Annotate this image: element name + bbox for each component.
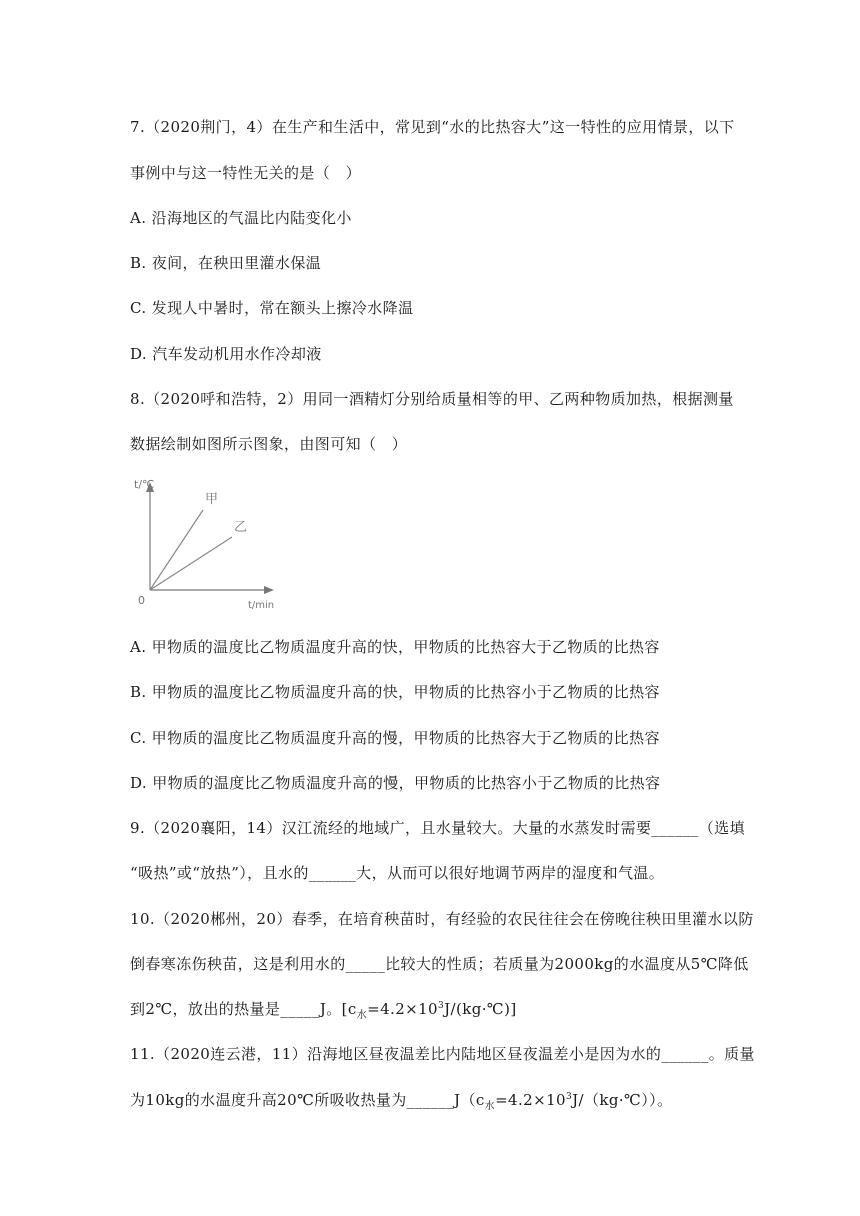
q10-stem-line-1: 10.（2020郴州，20）春季，在培育秧苗时，有经验的农民往往会在傍晚往秧田里灌水以防 xyxy=(130,910,754,928)
q10-stem-line-3 xyxy=(130,998,517,1019)
q10-water-subscript: 水 xyxy=(356,1010,368,1021)
q10-exponent: 3 xyxy=(438,1001,445,1011)
q11-line2-text: 为10kg的水温度升高20℃所吸收热量为______J（c xyxy=(130,1091,485,1109)
q10-line3-unit: J/(kg·℃)] xyxy=(444,1000,517,1018)
q9-stem-line-2: “吸热”或“放热”），且水的______大，从而可以很好地调节两岸的湿度和气温。 xyxy=(130,864,665,882)
q8-option-b: B. 甲物质的温度比乙物质温度升高的快，甲物质的比热容小于乙物质的比热容 xyxy=(130,683,660,701)
line-jia xyxy=(150,510,203,590)
q11-stem-line-2 xyxy=(130,1089,672,1110)
q8-option-d: D. 甲物质的温度比乙物质温度升高的慢，甲物质的比热容小于乙物质的比热容 xyxy=(130,774,661,792)
line-yi-label: 乙 xyxy=(234,520,248,535)
q10-line3-text: 到2℃，放出的热量是_____J。[c xyxy=(130,1000,357,1018)
q7-option-a: A. 沿海地区的气温比内陆变化小 xyxy=(130,209,352,227)
x-axis-label: t/min xyxy=(248,600,275,611)
q11-line2-value: =4.2×10 xyxy=(495,1091,566,1109)
q7-option-d: D. 汽车发动机用水作冷却液 xyxy=(130,345,322,363)
q10-stem-line-2: 倒春寒冻伤秧苗，这是利用水的_____比较大的性质；若质量为2000kg的水温度从5℃降低 xyxy=(130,955,749,973)
q11-line2-unit: J/（kg·℃））。 xyxy=(572,1091,673,1109)
q7-stem-line-2: 事例中与这一特性无关的是（ ） xyxy=(130,164,362,182)
q8-option-a: A. 甲物质的温度比乙物质温度升高的快，甲物质的比热容大于乙物质的比热容 xyxy=(130,638,660,656)
x-axis-arrow xyxy=(264,586,274,594)
q9-stem-line-1: 9.（2020襄阳，14）汉江流经的地域广，且水量较大。大量的水蒸发时需要______（选填 xyxy=(130,819,745,837)
y-axis-label: t/℃ xyxy=(134,478,155,491)
q7-stem-line-1: 7.（2020荆门，4）在生产和生活中，常见到“水的比热容大”这一特性的应用情景，以下 xyxy=(130,118,735,136)
origin-label: 0 xyxy=(138,594,145,607)
q11-exponent: 3 xyxy=(565,1092,573,1102)
temperature-time-graph xyxy=(130,470,290,615)
line-yi xyxy=(150,537,232,590)
q11-water-subscript: 水 xyxy=(484,1101,496,1112)
q8-option-c: C. 甲物质的温度比乙物质温度升高的慢，甲物质的比热容大于乙物质的比热容 xyxy=(130,729,660,747)
q11-stem-line-1: 11.（2020连云港，11）沿海地区昼夜温差比内陆地区昼夜温差小是因为水的______。质量 xyxy=(130,1045,755,1063)
q10-line3-value: =4.2×10 xyxy=(367,1000,438,1018)
q7-option-b: B. 夜间，在秧田里灌水保温 xyxy=(130,254,322,272)
q8-stem-line-2: 数据绘制如图所示图象，由图可知（ ） xyxy=(130,435,408,453)
line-jia-label: 甲 xyxy=(205,492,219,507)
q8-stem-line-1: 8.（2020呼和浩特，2）用同一酒精灯分别给质量相等的甲、乙两种物质加热，根据测量 xyxy=(130,390,734,408)
q7-option-c: C. 发现人中暑时，常在额头上擦冷水降温 xyxy=(130,299,414,317)
